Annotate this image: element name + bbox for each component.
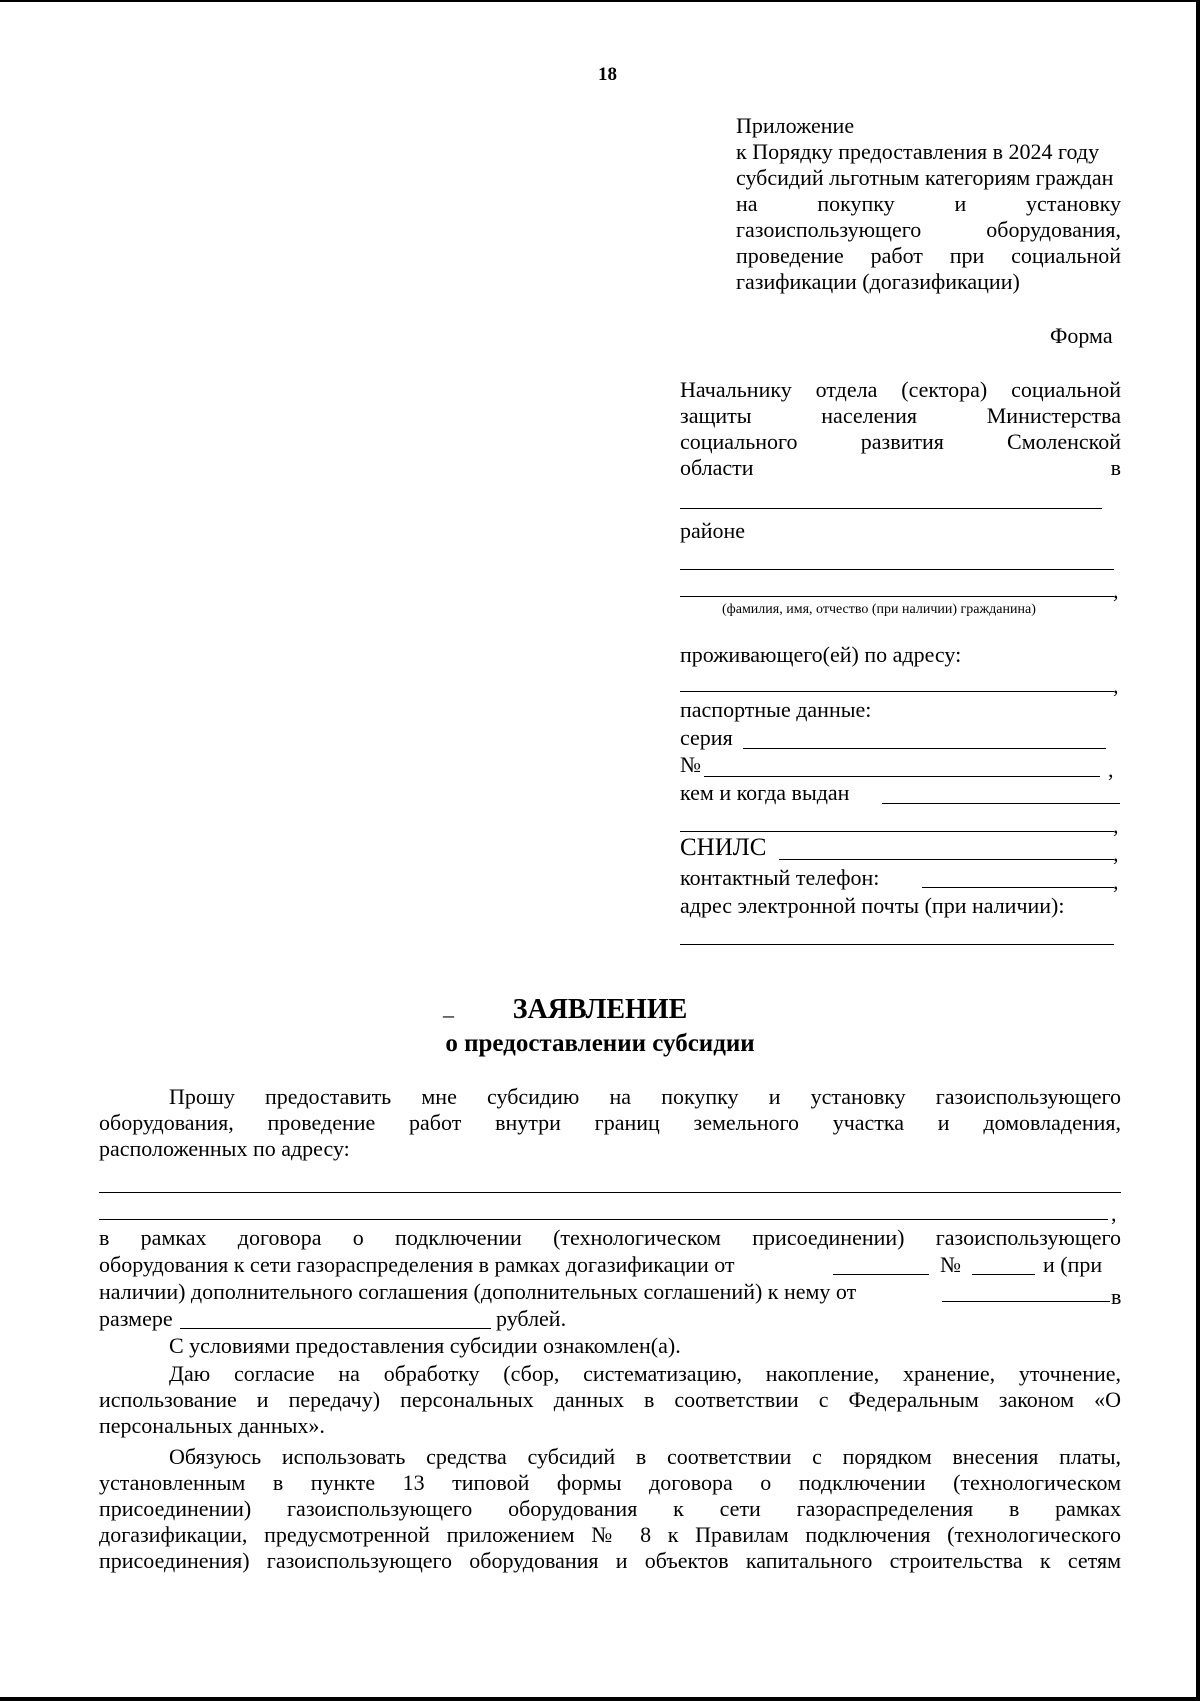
paragraph-line: расположенных по адресу: [99, 1136, 350, 1161]
addressee-line: социального развития Смоленской [680, 429, 1121, 454]
phone-label: контактный телефон: [680, 865, 880, 890]
contract-if: и (при [1043, 1252, 1103, 1277]
paragraph-line: догазификации, предусмотренной приложением № 8 к Правилам подключения (технологического [99, 1522, 1121, 1547]
paragraph-line: присоединения) газоиспользующего оборудования и объектов капитального строительства к сетям [99, 1548, 1121, 1573]
address-blank-1[interactable] [99, 1192, 1121, 1193]
address-blank-2[interactable] [99, 1219, 1108, 1220]
appendix-line: газификации (догазификации) [736, 269, 1020, 294]
paragraph-acknowledged: С условиями предоставления субсидии ознакомлен(а). [169, 1333, 681, 1358]
appendix-title: Приложение [736, 113, 855, 138]
issued-blank[interactable] [882, 803, 1120, 804]
addressee-block [680, 377, 1121, 481]
fio-comma: , [1113, 578, 1119, 603]
paragraph-request [99, 1084, 1121, 1162]
agreement-date-blank[interactable] [942, 1301, 1110, 1302]
contract-date-blank[interactable] [833, 1274, 929, 1275]
residence-label: проживающего(ей) по адресу: [680, 642, 962, 667]
amount-blank[interactable] [180, 1328, 491, 1329]
paragraph-line: персональных данных». [99, 1413, 325, 1438]
contract-number-blank[interactable] [972, 1274, 1035, 1275]
paragraph-line: Обязуюсь использовать средства субсидий в соответствии с порядком внесения платы, [169, 1444, 1121, 1469]
fio-blank-2[interactable] [680, 596, 1114, 597]
email-label: адрес электронной почты (при наличии): [680, 893, 1065, 918]
issued-label: кем и когда выдан [680, 780, 850, 805]
paragraph-contract [99, 1225, 1121, 1251]
number-blank[interactable] [704, 776, 1100, 777]
paragraph-line: в рамках договора о подключении (технологическом присоединении) газоиспользующего [99, 1225, 1121, 1250]
number-comma: , [1108, 757, 1114, 782]
contract-from: оборудования к сети газораспределения в рамках догазификации от [99, 1252, 735, 1277]
document-subtitle: о предоставлении субсидии [445, 1030, 755, 1057]
district-label: районе [680, 518, 746, 543]
amount-unit: рублей. [496, 1306, 567, 1331]
paragraph-line: установленным в пункте 13 типовой формы договора о подключении (технологическом [99, 1470, 1121, 1495]
paragraph-line: оборудования, проведение работ внутри границ земельного участка и домовладения, [99, 1110, 1121, 1135]
phone-comma: , [1113, 869, 1119, 894]
addressee-line: Начальнику отдела (сектора) социальной [680, 377, 1121, 402]
phone-blank[interactable] [922, 887, 1114, 888]
addressee-region: области [680, 455, 754, 480]
issued-comma: , [1113, 813, 1119, 838]
appendix-line: к Порядку предоставления в 2024 году [736, 139, 1100, 164]
fio-hint: (фамилия, имя, отчество (при наличии) гражданина) [722, 602, 1036, 617]
appendix-line: газоиспользующего оборудования, [736, 217, 1121, 242]
paragraph-line: присоединении) газоиспользующего оборудования к сети газораспределения в рамках [99, 1496, 1121, 1521]
snils-label: СНИЛС [680, 834, 767, 861]
contract-number-sign: № [940, 1252, 961, 1277]
series-label: серия [680, 725, 733, 750]
addressee-in: в [1110, 455, 1121, 480]
snils-comma: , [1113, 841, 1119, 866]
series-blank[interactable] [743, 748, 1106, 749]
page-number: 18 [598, 64, 617, 85]
document-title: ЗАЯВЛЕНИЕ [512, 994, 688, 1025]
residence-comma: , [1113, 673, 1119, 698]
paragraph-line: Даю согласие на обработку (сбор, систематизацию, накопление, хранение, уточнение, [169, 1361, 1121, 1386]
paragraph-obligation [99, 1444, 1121, 1574]
snils-blank[interactable] [779, 859, 1114, 860]
passport-label: паспортные данные: [680, 697, 872, 722]
appendix-text [736, 139, 1121, 295]
paragraph-consent [99, 1361, 1121, 1439]
district-blank[interactable] [680, 508, 1102, 509]
email-blank[interactable] [680, 944, 1114, 945]
addressee-line-last [680, 455, 1121, 481]
amount-label: размере [99, 1306, 173, 1331]
number-label: № [680, 752, 701, 777]
agreement-in: в [1111, 1284, 1122, 1309]
paragraph-line: использование и передачу) персональных данных в соответствии с Федеральным законом «О [99, 1387, 1121, 1412]
address-comma: , [1111, 1201, 1117, 1226]
appendix-line: проведение работ при социальной [736, 243, 1121, 268]
appendix-line: на покупку и установку [736, 191, 1121, 216]
residence-blank[interactable] [680, 691, 1114, 692]
fio-blank-1[interactable] [680, 569, 1114, 570]
paragraph-line: Прошу предоставить мне субсидию на покупку и установку газоиспользующего [169, 1084, 1121, 1109]
addressee-line: защиты населения Министерства [680, 403, 1121, 428]
appendix-line: субсидий льготным категориям граждан [736, 165, 1114, 190]
dash: – [443, 1002, 454, 1027]
form-label: Форма [1050, 323, 1113, 348]
contract-agreement: наличии) дополнительного соглашения (дополнительных соглашений) к нему от [99, 1279, 857, 1304]
issued-blank-2[interactable] [680, 831, 1114, 832]
